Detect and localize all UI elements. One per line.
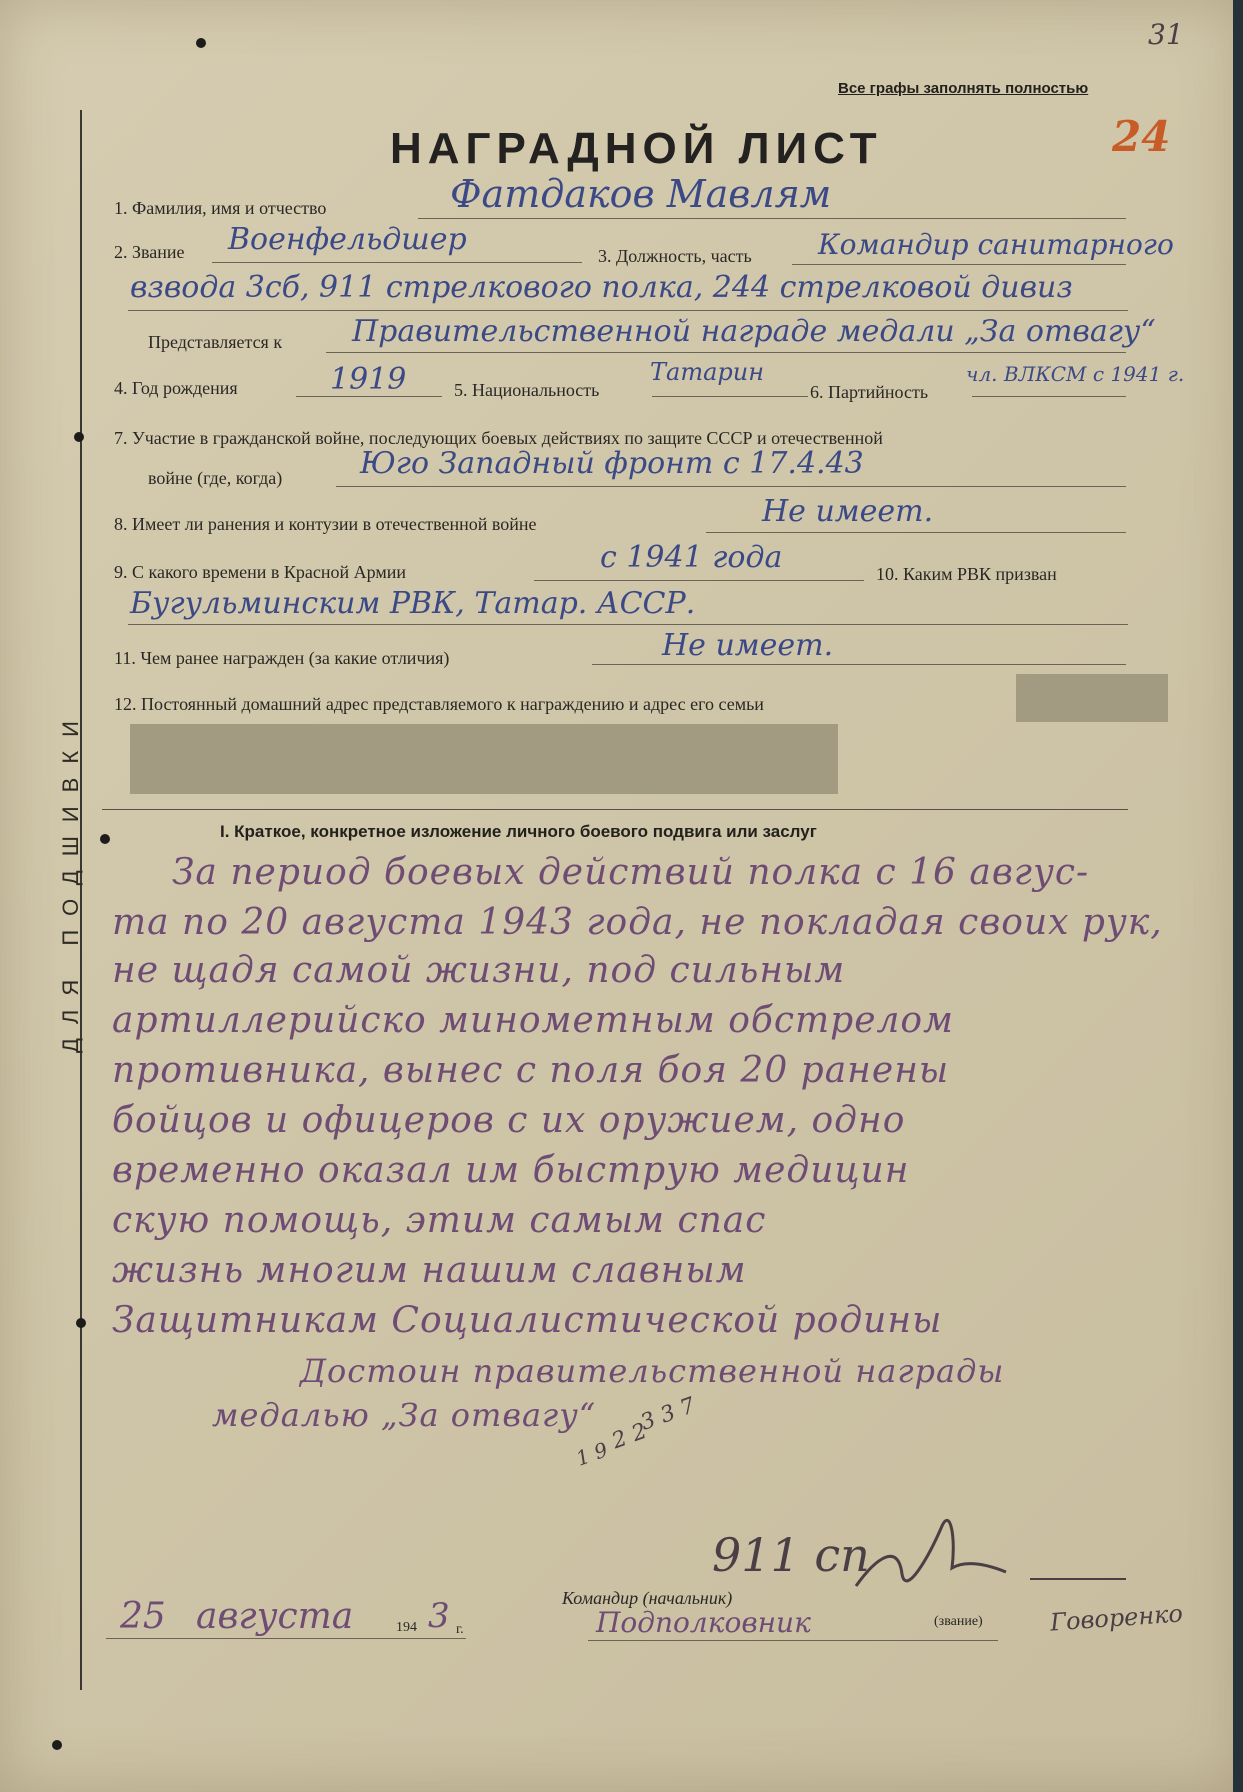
section-heading: I. Краткое, конкретное изложение личного боевого подвига или заслуг [220, 822, 817, 841]
underline [792, 264, 1126, 265]
underline [128, 310, 1128, 311]
signature-dash [1030, 1578, 1126, 1580]
pencil-mark: 1 9 [572, 1437, 611, 1471]
underline [588, 1640, 998, 1641]
field-6-label: 6. Партийность [810, 382, 929, 402]
underline [326, 352, 1126, 353]
date-month: августа [196, 1596, 354, 1637]
date-year-digit: 3 [428, 1596, 450, 1636]
narrative-line: Защитникам Социалистической родины [112, 1300, 943, 1341]
underline [106, 1638, 466, 1639]
commander-rank: Подполковник [596, 1606, 811, 1639]
underline [652, 396, 808, 397]
field-7-label-a: 7. Участие в гражданской войне, последующих боевых действиях по защите СССР и отечественной [114, 428, 883, 448]
redacted-address [1016, 674, 1168, 722]
pinhole [52, 1740, 62, 1750]
field-3-value-b: взвода 3сб, 911 стрелкового полка, 244 стрелковой дивиз [130, 270, 1073, 305]
field-10-value: Бугульминским РВК, Татар. АССР. [130, 586, 696, 621]
pencil-mark: 2 2 [608, 1418, 651, 1455]
unit-number: 911 сп [712, 1528, 870, 1582]
pinhole [76, 1318, 86, 1328]
field-2-label: 2. Звание [114, 242, 185, 262]
field-1-label: 1. Фамилия, имя и отчество [114, 198, 327, 218]
pinhole [74, 432, 84, 442]
commander-label: Командир (начальник) [562, 1588, 733, 1608]
field-5-label: 5. Национальность [454, 380, 600, 400]
field-9-value: с 1941 года [600, 540, 783, 575]
underline [592, 664, 1126, 665]
date-year-prefix: 194 [396, 1620, 417, 1635]
conclusion-line: медалью „За отвагу“ [212, 1396, 597, 1434]
field-4-value: 1919 [330, 362, 407, 397]
underline [212, 262, 582, 263]
underline [418, 218, 1126, 219]
pinhole [100, 834, 110, 844]
underline [128, 624, 1128, 625]
commander-surname: Говоренко [1049, 1599, 1184, 1637]
signature-scribble [846, 1498, 1016, 1610]
binding-label: ДЛЯ ПОДШИВКИ [58, 707, 83, 1053]
narrative-line: жизнь многим нашим славным [112, 1250, 747, 1291]
date-day: 25 [120, 1596, 166, 1637]
field-4-label: 4. Год рождения [114, 378, 238, 398]
field-6-value: чл. ВЛКСМ с 1941 г. [966, 362, 1185, 386]
narrative-line: временно оказал им быструю медицин [112, 1150, 910, 1191]
narrative-line: артиллерийско минометным обстрелом [112, 1000, 954, 1041]
field-5-value: Татарин [650, 358, 765, 386]
page-edge [1233, 0, 1243, 1792]
conclusion-line: Достоин правительственной награды [300, 1352, 1005, 1390]
pencil-mark: 3 3 7 [637, 1393, 699, 1436]
narrative-line: За период боевых действий полка с 16 авгус- [172, 852, 1090, 893]
red-number: 24 [1112, 112, 1171, 161]
field-11-label: 11. Чем ранее награжден (за какие отличия) [114, 648, 450, 668]
narrative-line: бойцов и офицеров с их оружием, одно [112, 1100, 906, 1141]
field-7-value: Юго Западный фронт с 17.4.43 [360, 446, 864, 481]
presented-value: Правительственной награде медали „За отвагу“ [352, 314, 1156, 349]
narrative-line: та по 20 августа 1943 года, не покладая своих рук, [112, 902, 1163, 943]
field-7-label-b: войне (где, когда) [148, 468, 283, 488]
field-2-value: Военфельдшер [228, 222, 467, 257]
field-8-value: Не имеет. [762, 494, 934, 529]
field-3-label: 3. Должность, часть [598, 246, 752, 266]
field-11-value: Не имеет. [662, 628, 834, 663]
pinhole [196, 38, 206, 48]
redacted-address [130, 724, 838, 794]
section-divider [102, 809, 1128, 810]
underline [336, 486, 1126, 487]
field-1-value: Фатдаков Мавлям [450, 172, 832, 216]
presented-label: Представляется к [148, 332, 283, 352]
narrative-line: не щадя самой жизни, под сильным [112, 950, 846, 991]
date-year-suffix: г. [456, 1622, 464, 1637]
page-title: НАГРАДНОЙ ЛИСТ [390, 124, 883, 173]
underline [972, 396, 1126, 397]
field-9-label: 9. С какого времени в Красной Армии [114, 562, 406, 582]
field-8-label: 8. Имеет ли ранения и контузии в отечественной войне [114, 514, 537, 534]
underline [534, 580, 864, 581]
archive-number: 31 [1148, 18, 1184, 51]
field-10-label: 10. Каким РВК призван [876, 564, 1057, 584]
field-3-value-a: Командир санитарного [818, 228, 1174, 261]
fill-instruction: Все графы заполнять полностью [838, 80, 1089, 97]
field-12-label: 12. Постоянный домашний адрес представляемого к награждению и адрес его семьи [114, 694, 764, 714]
underline [706, 532, 1126, 533]
narrative-line: противника, вынес с поля боя 20 ранены [112, 1050, 950, 1091]
rank-label: (звание) [934, 1614, 983, 1629]
narrative-line: скую помощь, этим самым спас [112, 1200, 767, 1241]
